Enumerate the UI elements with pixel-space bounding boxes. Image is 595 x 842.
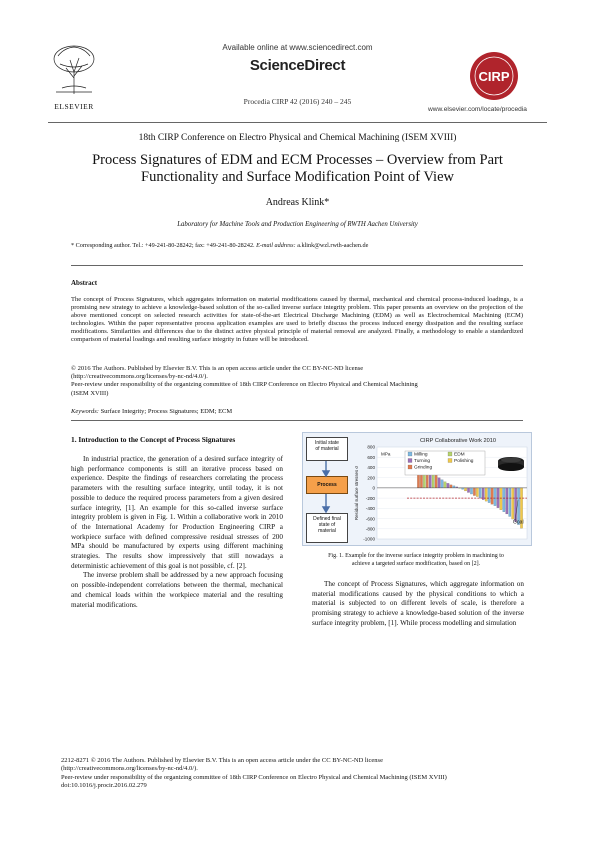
figure-1 — [302, 432, 532, 546]
keywords-text: Surface Integrity; Process Signatures; EDM; ECM — [100, 408, 233, 415]
affiliation: Laboratory for Machine Tools and Production Engineering of RWTH Aachen University — [177, 221, 418, 228]
bar — [470, 488, 472, 494]
bar — [464, 488, 466, 491]
legend-swatch — [448, 452, 452, 456]
corresponding-text: * Corresponding author. Tel.: +49-241-80-28242; fax: +49-241-80-28242. — [71, 242, 255, 249]
peer-review-line2: (ISEM XVIII) — [71, 389, 109, 397]
cirp-logo — [467, 50, 521, 102]
bar — [438, 478, 440, 488]
section-heading: 1. Introduction to the Concept of Process Signatures — [71, 435, 236, 444]
legend-item: Polishing — [454, 459, 474, 465]
elsevier-tree-icon — [48, 42, 100, 96]
elsevier-logo — [48, 42, 100, 111]
left-column — [71, 455, 283, 610]
legend-item: EDM — [454, 452, 465, 458]
figure-1-caption — [302, 553, 530, 568]
header-rule — [48, 122, 547, 123]
specimen-highlight — [501, 458, 521, 463]
y-tick-label: 400 — [367, 465, 375, 471]
caption-line2: achieve a targeted surface modification, based on [2]. — [351, 560, 481, 567]
specimen-bottom — [498, 463, 524, 471]
y-tick-label: 800 — [367, 444, 375, 450]
bar — [479, 488, 481, 498]
bar — [473, 488, 475, 496]
legend-item: Turning — [414, 459, 431, 465]
right-paragraph-1: The concept of Process Signatures, which aggregate information on material modifications caused by the physical conditions to which a material is subjected to on different levels of scale, is therefore a promising strategy to achieve a knowledge-based solution of the inverse surface integrity problem, [1]. While process modelling and simulation — [312, 580, 524, 627]
bar — [503, 488, 505, 512]
sciencedirect-logo: ScienceDirect — [249, 57, 346, 74]
bar — [494, 488, 496, 506]
bar — [447, 483, 449, 488]
cirp-text: CIRP — [478, 69, 510, 84]
author: Andreas Klink* — [265, 197, 330, 208]
y-tick-label: 600 — [367, 454, 375, 460]
journal-url[interactable]: www.elsevier.com/locate/procedia — [428, 106, 527, 113]
copyright-block — [71, 365, 531, 398]
abstract-text: The concept of Process Signatures, which aggregates information on material modifications caused by thermal, mechanical and chemical process-induced loadings, is a promising new strategy to achieve a knowledge-based solution of the so-called inverse surface integrity problem. This paper presents an overview on the projection of the above mentioned concept on selected research activities for state-of-the-art Electrical Discharge Machining (EDM) as well as Electrochemical Machining (ECM) technologies. Within the paper representative process application examples are used to briefly discuss the process induced energy dissipation and the resulting surface modifications. Similarities and differences due to the distinct active physical principle of material removal are analyzed. Finally, a methodology to enable a standardized comparison of material loadings and resulting surface integrity in future will be introduced. — [71, 296, 523, 344]
corresponding-author — [71, 242, 541, 250]
license-link[interactable]: (http://creativecommons.org/licenses/by-nc-nd/4.0/). — [71, 373, 208, 381]
legend-swatch — [408, 452, 412, 456]
y-axis-label: Residual surface stresses σ — [354, 465, 359, 521]
y-unit-label: MPa — [381, 451, 391, 457]
caption-line1: Fig. 1. Example for the inverse surface integrity problem in machining to — [328, 553, 504, 559]
journal-ref: Procedia CIRP 42 (2016) 240 – 245 — [243, 97, 352, 106]
paper-title-line2: Functionality and Surface Modification Point of View — [141, 169, 454, 185]
y-tick-label: -1000 — [363, 536, 375, 542]
cirp-emblem-icon — [467, 50, 521, 102]
bar — [509, 488, 511, 517]
footer-line1: 2212-8271 © 2016 The Authors. Published by Elsevier B.V. This is an open access article under the CC BY-NC-ND license — [61, 757, 383, 764]
bar — [444, 482, 446, 488]
paragraph-1: In industrial practice, the generation of a desired surface integrity of high performance components is still an iterative process based on experience. Despite the findings of researchers correlating the process parameters with the resulting surface integrity, until today, it is not possible to deduce the required process parameters from a given desired surface integrity, [1]. An example for this so-called inverse surface integrity problem is given in Fig. 1. Within a collaborative work in 2010 of the International Academy for Production Engineering CIRP a workpiece surface with defined compressive residual stresses of 200 MPa should be manufactured by experts using different machining strategies. The results show impressively that still nowadays a deterministic achievement of this goal is not possible, cf. [2]. — [71, 455, 283, 570]
elsevier-wordmark: ELSEVIER — [54, 102, 94, 111]
bar — [491, 488, 493, 504]
flow-final-state: Defined final state of material — [306, 513, 348, 543]
y-tick-label: -400 — [365, 506, 375, 512]
y-tick-label: -200 — [365, 495, 375, 501]
doi-link[interactable]: doi:10.1016/j.procir.2016.02.279 — [61, 781, 147, 789]
abstract-top-rule — [71, 265, 523, 266]
y-tick-label: 200 — [367, 475, 375, 481]
legend-item: Grinding — [414, 465, 433, 471]
footer-license-link[interactable]: (http://creativecommons.org/licenses/by-nc-nd/4.0/). — [61, 765, 198, 773]
flow-process: Process — [306, 476, 348, 494]
bar — [488, 488, 490, 503]
bar — [467, 488, 469, 493]
y-tick-label: -600 — [365, 516, 375, 522]
footer — [61, 757, 546, 790]
abstract-heading: Abstract — [71, 279, 98, 287]
right-column — [312, 580, 524, 629]
bar — [500, 488, 502, 510]
legend-item: Milling — [414, 452, 428, 458]
keywords — [71, 408, 232, 415]
keywords-label: Keywords: — [71, 408, 99, 415]
footer-peer-review: Peer-review under responsibility of the organizing committee of 18th CIRP Conference on Electro Physical and Chemical Machining (ISEM XVIII) — [61, 773, 447, 781]
y-tick-label: 0 — [372, 485, 375, 491]
email-link[interactable]: a.klink@wzl.rwth-aachen.de — [297, 242, 369, 249]
conference-name: 18th CIRP Conference on Electro Physical and Chemical Machining (ISEM XVIII) — [138, 133, 457, 143]
bar-chart — [351, 433, 531, 545]
bar — [506, 488, 508, 514]
bar — [485, 488, 487, 501]
legend-swatch — [408, 465, 412, 469]
bar — [441, 480, 443, 488]
y-tick-label: -800 — [365, 526, 375, 532]
flow-initial-state: Initial state of material — [306, 437, 348, 461]
goal-label: Goal — [513, 519, 524, 526]
bar — [476, 488, 478, 497]
bar — [450, 485, 452, 488]
copyright-line1: © 2016 The Authors. Published by Elsevier B.V. This is an open access article under the CC BY-NC-ND license — [71, 365, 364, 372]
bar — [435, 475, 437, 488]
paragraph-2: The inverse problem shall be addressed by a new approach focusing on possible-independent correlations between the thermal, mechanical and chemical loads within the workpiece material and the resulting material modifications. — [71, 571, 283, 609]
email-label: E-mail address: — [256, 242, 296, 249]
peer-review-line: Peer-review under responsibility of the organizing committee of 18th CIRP Conference on Electro Physical and Chemical Machining — [71, 381, 418, 389]
bar — [453, 486, 455, 488]
paper-title-line1: Process Signatures of EDM and ECM Processes – Overview from Part — [92, 152, 503, 168]
legend-swatch — [448, 459, 452, 463]
abstract-bottom-rule — [71, 420, 523, 421]
chart-title: CIRP Collaborative Work 2010 — [420, 438, 496, 444]
legend-swatch — [408, 459, 412, 463]
available-online: Available online at www.sciencedirect.com — [222, 43, 373, 52]
bar — [512, 488, 514, 519]
